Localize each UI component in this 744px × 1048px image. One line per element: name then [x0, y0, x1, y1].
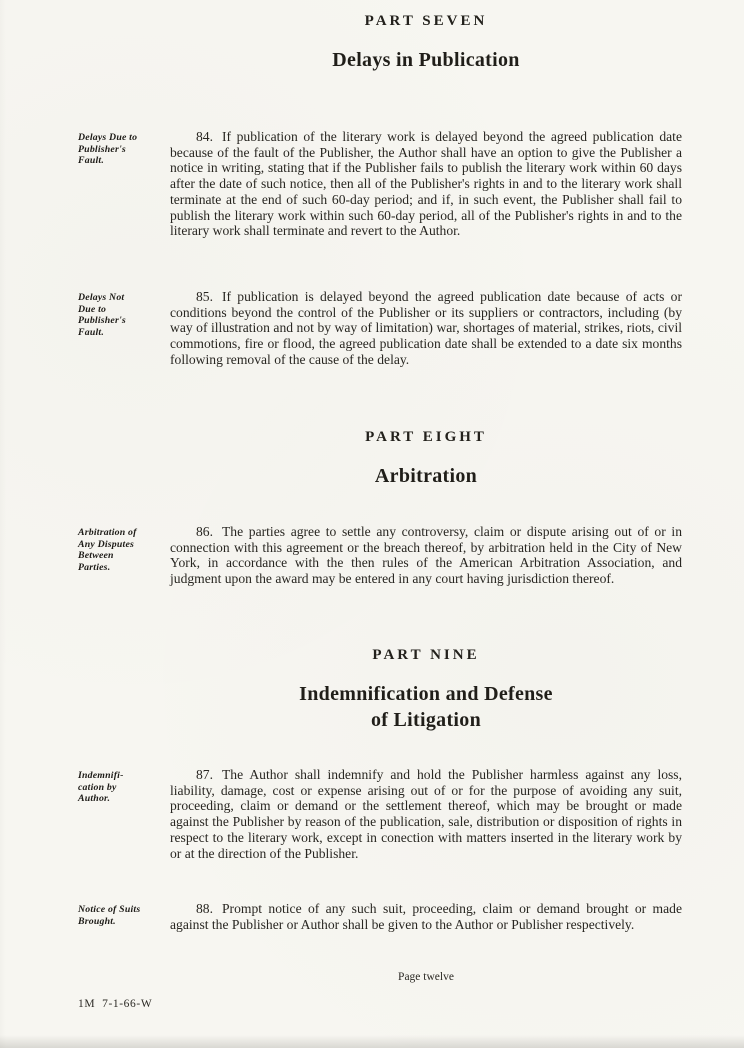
margin-note-line: Delays Due to	[78, 132, 138, 143]
clause-number: 85.	[196, 289, 213, 304]
clause-number: 87.	[196, 767, 213, 782]
margin-note-line: Indemnifi-	[78, 770, 124, 781]
clause-number: 84.	[196, 129, 213, 144]
clause-paragraph	[170, 129, 682, 239]
section-title: Delays in Publication	[332, 49, 520, 71]
clause-85	[78, 289, 682, 368]
margin-note-line: Between	[78, 550, 114, 562]
margin-note	[78, 527, 168, 573]
part-label: PART NINE	[372, 647, 480, 663]
margin-note-line: Delays Not	[78, 292, 125, 303]
section-title: Arbitration	[374, 465, 478, 487]
margin-note-line: Arbitration of	[78, 527, 137, 538]
margin-note-line: Publisher's	[78, 315, 126, 327]
clause-86	[78, 524, 682, 587]
clause-body: The parties agree to settle any controversy, claim or dispute arising out of or in connection with this agreement or the breach thereof, by arbitration held in the City of New York, in accordance with the then rules of the American Arbitration Association, and judgment upon the award may be entered in any court having jurisdiction thereof.	[170, 524, 682, 587]
clause-number: 88.	[196, 901, 213, 916]
clause-paragraph	[170, 524, 682, 587]
section-title-line: of Litigation	[370, 709, 481, 731]
clause-88	[78, 901, 682, 932]
page-number: Page twelve	[398, 971, 454, 983]
margin-note-line: Fault.	[78, 155, 104, 167]
print-code: 1M 7-1-66-W	[78, 998, 153, 1010]
margin-note-line: cation by	[78, 781, 117, 793]
section-heading-part-nine	[170, 647, 682, 733]
margin-note-line: Due to	[78, 303, 107, 315]
margin-note	[78, 292, 168, 338]
clause-paragraph	[170, 767, 682, 861]
part-label: PART EIGHT	[365, 429, 487, 445]
clause-body: Prompt notice of any such suit, proceeding, claim or demand brought or made against the Publisher or Author shall be given to the Author or Publisher respectively.	[170, 901, 682, 932]
section-heading-part-seven	[170, 13, 682, 73]
margin-note-line: Author.	[78, 793, 111, 805]
margin-note	[78, 132, 168, 167]
scan-edge	[0, 1035, 744, 1048]
section-heading-part-eight	[170, 429, 682, 489]
margin-note-line: Fault.	[78, 326, 104, 338]
clause-paragraph	[170, 901, 682, 932]
margin-note-line: Brought.	[78, 915, 116, 927]
section-title	[170, 681, 682, 733]
margin-note-line: Notice of Suits	[78, 904, 141, 915]
clause-body: The Author shall indemnify and hold the Publisher harmless against any loss, liability, damage, cost or expense arising out of or for the purpose of avoiding any suit, proceeding, claim or demand or the settlement thereof, which may be brought or made against the Publisher by reason of the publication, sale, distribution or disposition of rights in respect to the literary work, except in conection with matters inserted in the literary work by or at the direction of the Publisher.	[170, 767, 682, 861]
margin-note-line: Publisher's	[78, 143, 126, 155]
clause-paragraph	[170, 289, 682, 368]
clause-87	[78, 767, 682, 861]
clause-84	[78, 129, 682, 239]
margin-note-line: Parties.	[78, 561, 111, 573]
clause-body: If publication of the literary work is delayed beyond the agreed publication date because of the fault of the Publisher, the Author shall have an option to give the Publisher a notice in writing, stating that if the Publisher fails to publish the literary work within 60 days after the date of such notice, then all of the Publisher's rights in and to the literary work shall terminate at the end of such 60-day period; and if, in such event, the Publisher shall fail to publish the literary work within such 60-day period, all of the Publisher's rights in and to the literary work shall terminate and revert to the Author.	[170, 129, 682, 239]
margin-note	[78, 904, 168, 927]
margin-note	[78, 770, 168, 805]
clause-body: If publication is delayed beyond the agreed publication date because of acts or conditions beyond the control of the Publisher or its suppliers or contractors, including (by way of illustration and not by way of limitation) war, shortages of material, strikes, riots, civil commotions, fire or flood, the agreed publication date shall be extended to a date six months following removal of the cause of the delay.	[170, 289, 682, 367]
margin-note-line: Any Disputes	[78, 538, 135, 550]
part-label: PART SEVEN	[364, 13, 488, 29]
section-title-line: Indemnification and Defense	[299, 683, 553, 705]
clause-number: 86.	[196, 524, 213, 539]
